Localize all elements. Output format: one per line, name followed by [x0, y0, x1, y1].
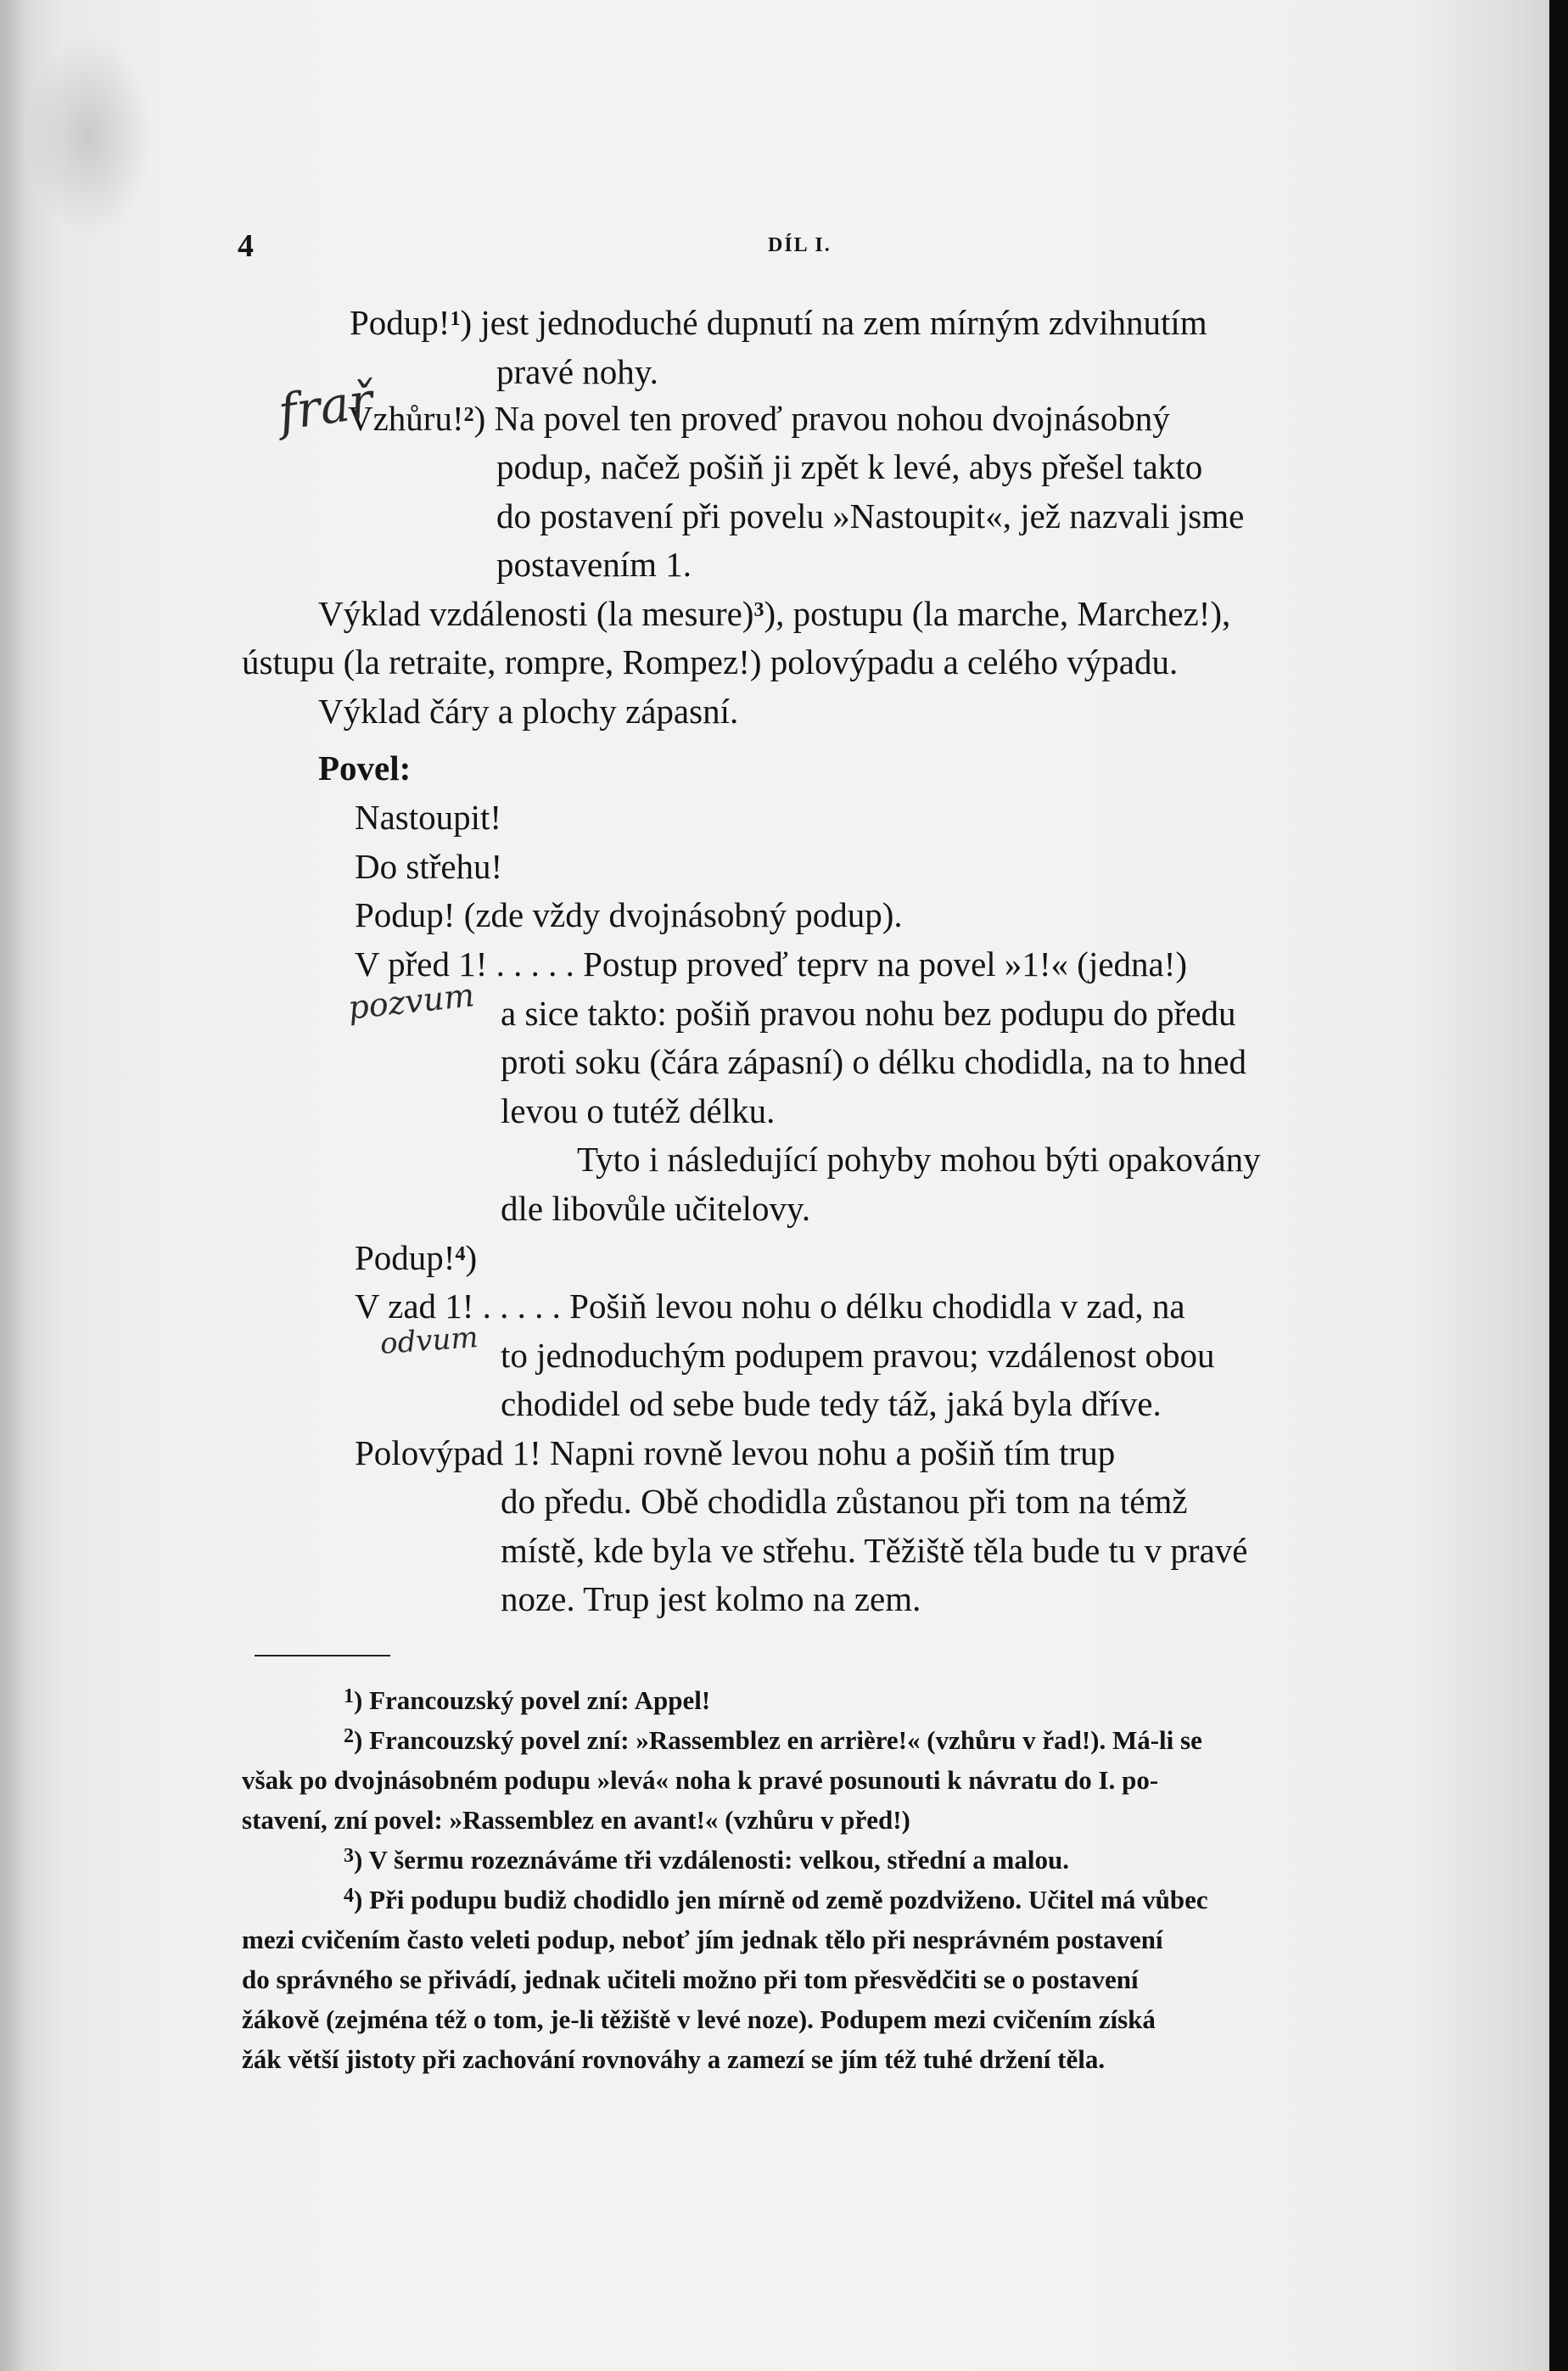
- body-line: [350, 299, 1207, 347]
- footnote: [344, 1680, 710, 1720]
- footnote-ref: 4: [455, 1243, 466, 1265]
- scan-border-right: [1549, 0, 1568, 2371]
- footnote: [344, 1720, 1202, 1760]
- footnote-line: stavení, zní povel: »Rassemblez en avant!« (vzhůru v před!): [242, 1805, 910, 1835]
- footnote-number: 3: [344, 1845, 354, 1867]
- footnote-separator: [255, 1655, 390, 1656]
- text-span: ) jest jednoduché dupnutí na zem mírným zdvihnutím: [460, 303, 1207, 342]
- footnote-text: ) Francouzský povel zní: Appel!: [354, 1685, 711, 1715]
- text-span: ), postupu (la marche, Marchez!),: [764, 594, 1231, 633]
- section-heading: Povel:: [318, 748, 412, 788]
- body-line: do předu. Obě chodidla zůstanou při tom na témž: [501, 1482, 1188, 1521]
- body-line: Výklad čáry a plochy zápasní.: [318, 692, 739, 731]
- body-line: postavením 1.: [496, 545, 692, 584]
- command-line: Polovýpad 1! Napni rovně levou nohu a pošiň tím trup: [355, 1433, 1116, 1472]
- body-line: podup, načež pošiň ji zpět k levé, abys přešel takto: [496, 447, 1203, 486]
- footnote-number: 2: [344, 1725, 354, 1747]
- term-vzhuru: Vzhůru!: [348, 399, 464, 438]
- footnote-number: 4: [344, 1885, 354, 1907]
- body-line: místě, kde byla ve střehu. Těžiště těla bude tu v pravé: [501, 1531, 1248, 1570]
- body-line: noze. Trup jest kolmo na zem.: [501, 1579, 921, 1618]
- handwritten-note: frař: [274, 371, 377, 442]
- footnote: [344, 1880, 1208, 1920]
- term-podup: Podup!: [355, 1238, 456, 1277]
- body-line: pravé nohy.: [496, 352, 658, 391]
- command-line: Podup! (zde vždy dvojnásobný podup).: [355, 895, 903, 934]
- footnote: [344, 1840, 1069, 1880]
- command-line: V zad 1! . . . . . Pošiň levou nohu o délku chodidla v zad, na: [355, 1286, 1185, 1326]
- footnote-line: však po dvojnásobném podupu »levá« noha k pravé posunouti k návratu do I. po-: [242, 1765, 1159, 1795]
- text-span: Výklad vzdálenosti (la mesure): [318, 594, 754, 633]
- body-line: [348, 395, 1170, 443]
- handwritten-note: pozvum: [346, 976, 477, 1027]
- body-line: proti soku (čára zápasní) o délku chodidla, na to hned: [501, 1042, 1246, 1081]
- command-line: Nastoupit!: [355, 798, 502, 837]
- footnote-text: ) V šermu rozeznáváme tři vzdálenosti: velkou, střední a malou.: [354, 1845, 1069, 1875]
- footnote-line: žák větší jistoty při zachování rovnováhy a zamezí se jím též tuhé držení těla.: [242, 2044, 1106, 2074]
- command-line: Do střehu!: [355, 847, 503, 886]
- body-line: do postavení při povelu »Nastoupit«, jež nazvali jsme: [496, 496, 1245, 535]
- footnote-ref: 1: [450, 308, 461, 330]
- footnote-number: 1: [344, 1685, 354, 1707]
- footnote-line: mezi cvičením často veleti podup, neboť jím jednak tělo při nesprávném postavení: [242, 1925, 1163, 1954]
- text-span: ): [465, 1238, 478, 1277]
- footnote-ref: 2: [463, 404, 474, 426]
- footnote-text: ) Francouzský povel zní: »Rassemblez en arrière!« (vzhůru v řad!). Má-li se: [354, 1725, 1202, 1755]
- body-line: chodidel od sebe bude tedy táž, jaká byla dříve.: [501, 1384, 1162, 1423]
- command-line: [355, 1234, 477, 1282]
- text-span: ) Na povel ten proveď pravou nohou dvojnásobný: [473, 399, 1170, 438]
- handwritten-note: odvum: [378, 1320, 479, 1361]
- footnote-text: ) Při podupu budiž chodidlo jen mírně od země pozdviženo. Učitel má vůbec: [354, 1885, 1208, 1914]
- body-line: to jednoduchým podupem pravou; vzdálenost obou: [501, 1336, 1215, 1375]
- body-line: dle libovůle učitelovy.: [501, 1189, 811, 1228]
- command-line: V před 1! . . . . . Postup proveď teprv na povel »1!« (jedna!): [355, 944, 1188, 984]
- page-stain: [25, 34, 153, 238]
- page-number: 4: [238, 228, 254, 264]
- page-header: [238, 227, 1425, 270]
- body-line: [318, 590, 1230, 638]
- body-line: a sice takto: pošiň pravou nohu bez podupu do předu: [501, 994, 1236, 1033]
- body-line: ústupu (la retraite, rompre, Rompez!) polovýpadu a celého výpadu.: [242, 642, 1179, 681]
- running-head: DÍL I.: [768, 234, 832, 256]
- footnote-ref: 3: [753, 599, 764, 621]
- footnote-line: do správného se přivádí, jednak učiteli možno při tom přesvědčiti se o postavení: [242, 1965, 1139, 1994]
- footnote-line: žákově (zejména též o tom, je-li těžiště v levé noze). Podupem mezi cvičením získá: [242, 2004, 1156, 2034]
- page-shadow-left: [0, 0, 25, 2371]
- term-podup: Podup!: [350, 303, 451, 342]
- body-line: Tyto i následující pohyby mohou býti opakovány: [577, 1140, 1261, 1179]
- body-line: levou o tutéž délku.: [501, 1091, 776, 1130]
